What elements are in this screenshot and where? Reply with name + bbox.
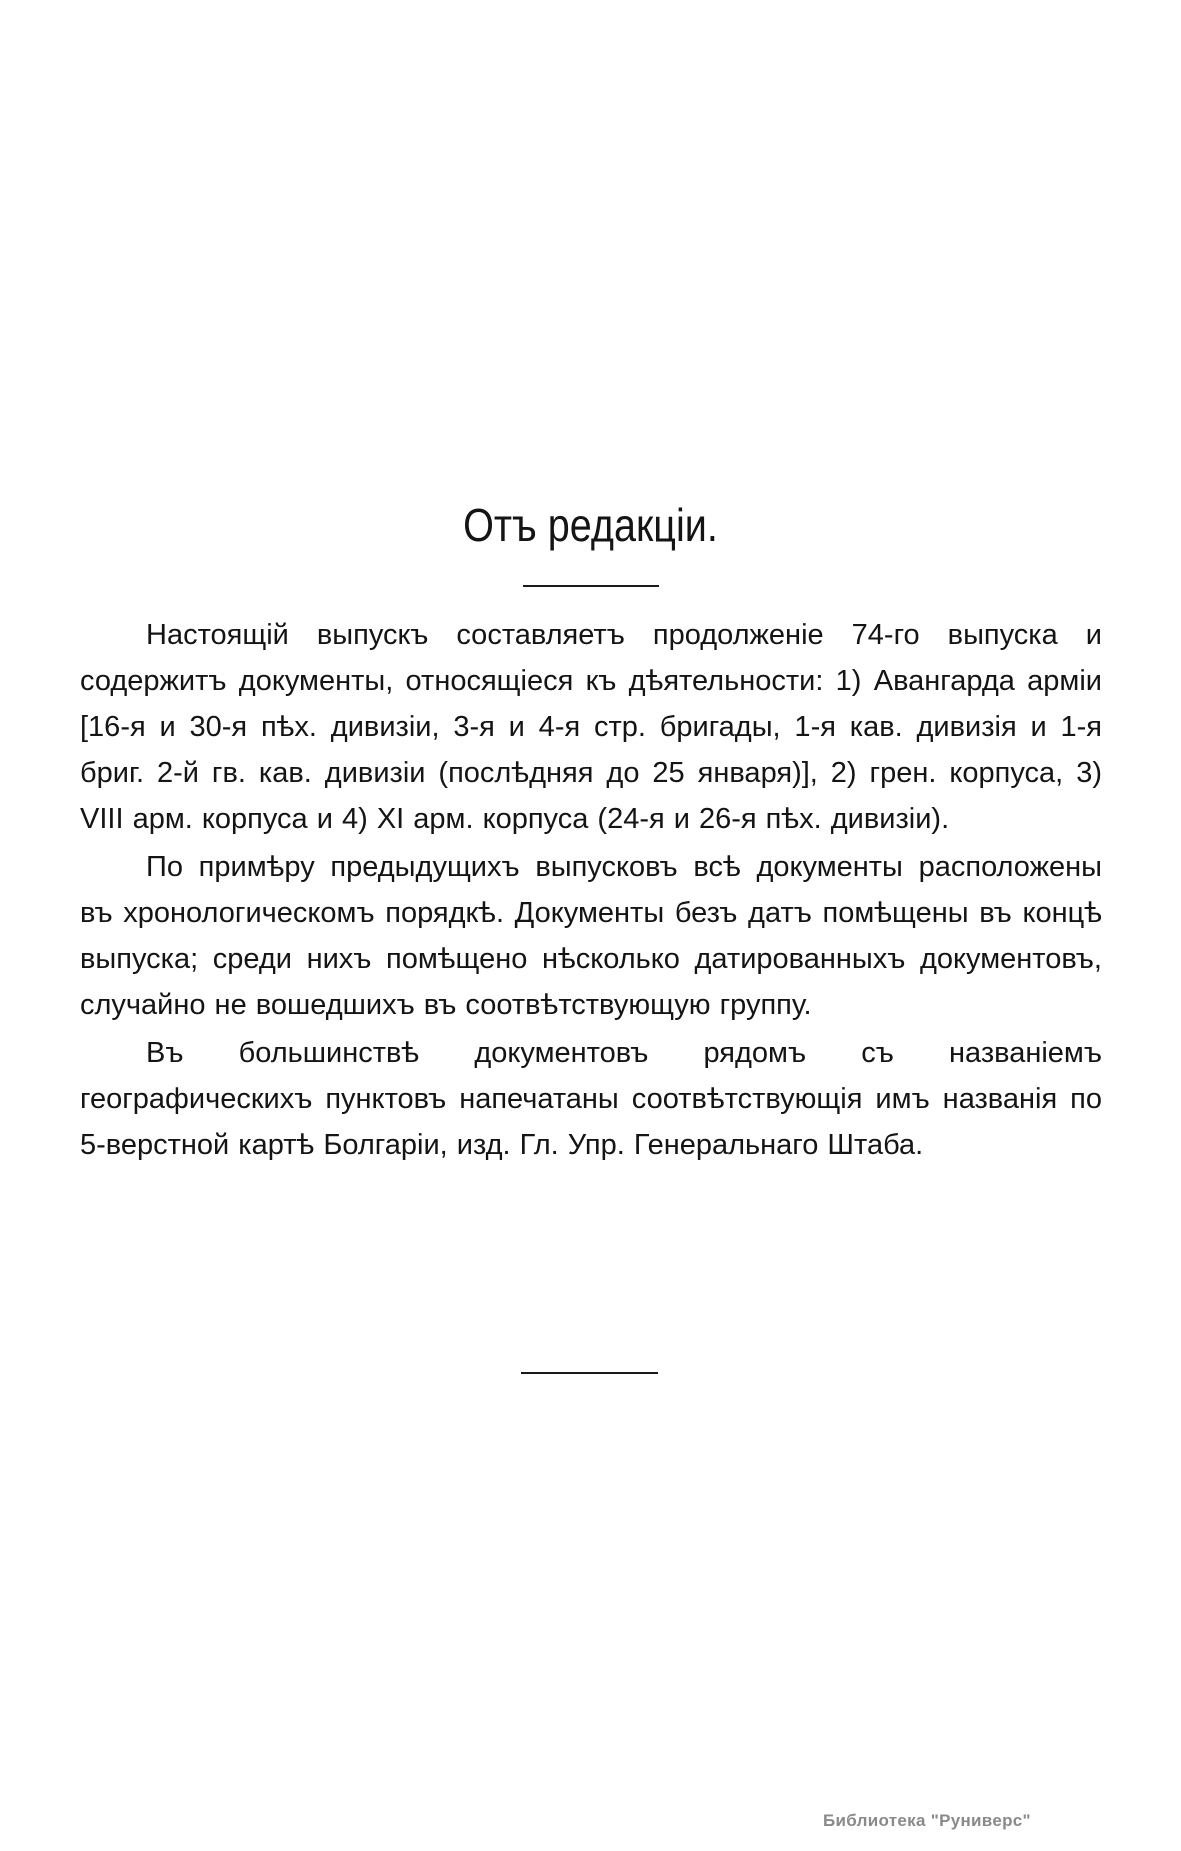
library-watermark: Библиотека "Руниверс" [823,1811,1031,1830]
title-divider [523,585,659,587]
end-divider [521,1372,658,1374]
paragraph: Въ большинствѣ документовъ рядомъ съ названіемъ географическихъ пунктовъ напечатаны соотвѣтствующія имъ названія по 5-верстной картѣ Болгаріи, изд. Гл. Упр. Генеральнаго Штаба. [80,1037,1102,1161]
body-text [80,612,1102,1168]
paragraph: Настоящій выпускъ составляетъ продолженіе 74-го выпуска и содержитъ документы, относящіеся къ дѣятельности: 1) Авангарда арміи [16-я и 30-я пѣх. дивизіи, 3-я и 4-я стр. бригады, 1-я кав. дивизія и 1-я бриг. 2-й гв. кав. дивизіи (послѣдняя до 25 января)], 2) грен. корпуса, 3) VIII арм. корпуса и 4) XI арм. корпуса (24-я и 26-я пѣх. дивизіи). [80,619,1102,835]
paragraph: По примѣру предыдущихъ выпусковъ всѣ документы расположены въ хронологическомъ порядкѣ. Документы безъ датъ помѣщены въ концѣ выпуска; среди нихъ помѣщено нѣсколько датированныхъ документовъ, случайно не вошедшихъ въ соотвѣтствующую группу. [80,851,1102,1021]
page-title: Отъ редакцiи. [463,499,718,551]
